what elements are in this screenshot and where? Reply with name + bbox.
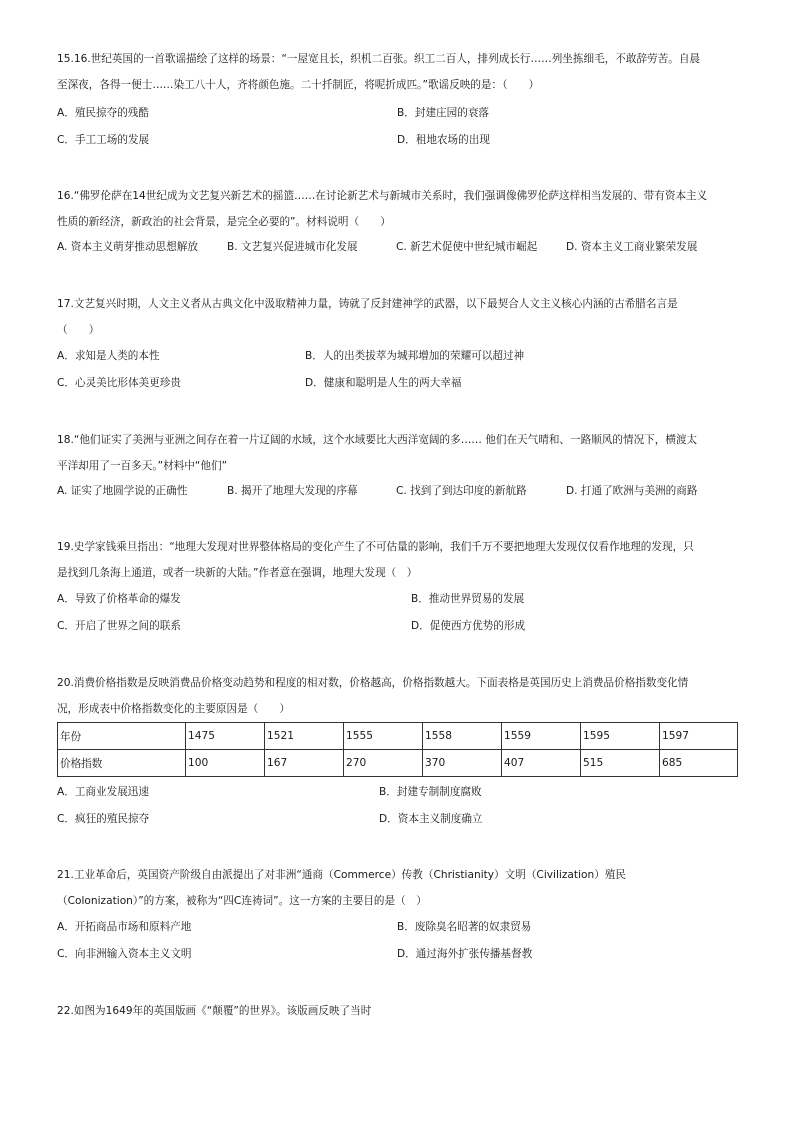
question-18-option-b[interactable]: B. 揭开了地理大发现的序幕 (227, 485, 358, 497)
question-16-stem-line-2: 性质的新经济，新政治的社会背景，是完全必要的”。材料说明（ ） (57, 216, 391, 228)
question-17-stem-line-2: （ ） (57, 324, 100, 336)
table-cell-value: 407 (502, 750, 581, 777)
table-cell-value: 515 (581, 750, 660, 777)
question-18-stem-line-2: 平洋却用了一百多天。”材料中“他们” (57, 460, 228, 472)
question-21-stem-line-2: （Colonization）”的方案，被称为“四C连祷词”。这一方案的主要目的是（ ） (57, 895, 427, 907)
question-17-option-c[interactable]: C．心灵美比形体美更珍贵 (57, 377, 181, 389)
table-cell-year: 1559 (502, 723, 581, 750)
question-15-stem-line-1: 15.16.世纪英国的一首歌谣描绘了这样的场景：“一屋宽且长，织机二百张。织工二百人，排列成长行……列坐拣细毛，不敢辞劳苦。自晨 (57, 53, 701, 65)
question-20-stem-line-2: 况，形成表中价格指数变化的主要原因是（ ） (57, 703, 291, 715)
question-17-stem-line-1: 17.文艺复兴时期，人文主义者从古典文化中汲取精神力量，铸就了反封建神学的武器，以下最契合人文主义核心内涵的古希腊名言是 (57, 298, 678, 310)
question-16-option-c[interactable]: C. 新艺术促使中世纪城市崛起 (396, 241, 538, 253)
table-cell-value: 370 (423, 750, 502, 777)
question-15-option-d[interactable]: D．租地农场的出现 (397, 134, 490, 146)
question-16-option-b[interactable]: B. 文艺复兴促进城市化发展 (227, 241, 358, 253)
table-cell-year: 1555 (344, 723, 423, 750)
question-19-stem-line-2: 是找到几条海上通道，或者一块新的大陆。”作者意在强调，地理大发现（ ） (57, 567, 418, 579)
table-cell-year: 1475 (186, 723, 265, 750)
question-21-option-c[interactable]: C．向非洲输入资本主义文明 (57, 948, 192, 960)
price-index-table (57, 722, 738, 777)
table-header-price-index: 价格指数 (58, 750, 186, 777)
question-17-option-d[interactable]: D．健康和聪明是人生的两大幸福 (305, 377, 462, 389)
table-cell-year: 1521 (265, 723, 344, 750)
table-cell-value: 100 (186, 750, 265, 777)
table-cell-value: 270 (344, 750, 423, 777)
question-16-option-a[interactable]: A. 资本主义萌芽推动思想解放 (57, 241, 198, 253)
question-17-option-a[interactable]: A．求知是人类的本性 (57, 350, 160, 362)
table-cell-year: 1597 (660, 723, 738, 750)
question-20-option-c[interactable]: C．疯狂的殖民掠夺 (57, 813, 150, 825)
table-cell-value: 167 (265, 750, 344, 777)
table-row-price-index (58, 750, 738, 777)
question-21-option-b[interactable]: B．废除臭名昭著的奴隶贸易 (397, 921, 532, 933)
question-19-option-b[interactable]: B．推动世界贸易的发展 (411, 593, 525, 605)
question-19-stem-line-1: 19.史学家钱乘旦指出：“地理大发现对世界整体格局的变化产生了不可估量的影响，我们千万不要把地理大发现仅仅看作地理的发现，只 (57, 541, 694, 553)
question-18-option-a[interactable]: A. 证实了地圆学说的正确性 (57, 485, 188, 497)
question-21-option-d[interactable]: D．通过海外扩张传播基督教 (397, 948, 533, 960)
question-21-option-a[interactable]: A．开拓商品市场和原料产地 (57, 921, 192, 933)
question-22-stem-line-1: 22.如图为1649年的英国版画《“颠覆”的世界》。该版画反映了当时 (57, 1005, 372, 1017)
question-18-stem-line-1: 18.“他们证实了美洲与亚洲之间存在着一片辽阔的水域，这个水域要比大西洋宽阔的多…… 他们在天气晴和、一路顺风的情况下，横渡太 (57, 434, 698, 446)
question-15-stem-line-2: 至深夜，各得一便士……染工八十人，齐将颜色施。二十扦制匠，将呢折成匹。”歌谣反映的是：（ ） (57, 79, 540, 91)
question-19-option-d[interactable]: D．促使西方优势的形成 (411, 620, 526, 632)
question-20-option-b[interactable]: B．封建专制制度腐败 (379, 786, 482, 798)
question-18-option-d[interactable]: D. 打通了欧洲与美洲的商路 (566, 485, 698, 497)
question-15-option-b[interactable]: B．封建庄园的衰落 (397, 107, 490, 119)
question-21-stem-line-1: 21.工业革命后，英国资产阶级自由派提出了对非洲“通商（Commerce）传教（Christianity）文明（Civilization）殖民 (57, 869, 626, 881)
question-15-option-c[interactable]: C．手工工场的发展 (57, 134, 150, 146)
question-17-option-b[interactable]: B．人的出类拔萃为城邦增加的荣耀可以超过神 (305, 350, 525, 362)
table-cell-year: 1558 (423, 723, 502, 750)
question-19-option-c[interactable]: C．开启了世界之间的联系 (57, 620, 181, 632)
question-16-stem-line-1: 16.“佛罗伦萨在14世纪成为文艺复兴新艺术的摇篮……在讨论新艺术与新城市关系时，我们强调像佛罗伦萨这样相当发展的、带有资本主义 (57, 190, 708, 202)
question-20-option-a[interactable]: A．工商业发展迅速 (57, 786, 149, 798)
question-16-option-d[interactable]: D. 资本主义工商业繁荣发展 (566, 241, 698, 253)
table-header-year: 年份 (58, 723, 186, 750)
question-15-option-a[interactable]: A．殖民掠夺的残酷 (57, 107, 149, 119)
question-19-option-a[interactable]: A．导致了价格革命的爆发 (57, 593, 181, 605)
question-20-stem-line-1: 20.消费价格指数是反映消费品价格变动趋势和程度的相对数，价格越高，价格指数越大。下面表格是英国历史上消费品价格指数变化情 (57, 677, 689, 689)
question-20-option-d[interactable]: D．资本主义制度确立 (379, 813, 483, 825)
question-18-option-c[interactable]: C. 找到了到达印度的新航路 (396, 485, 527, 497)
table-cell-year: 1595 (581, 723, 660, 750)
table-row-years (58, 723, 738, 750)
table-cell-value: 685 (660, 750, 738, 777)
